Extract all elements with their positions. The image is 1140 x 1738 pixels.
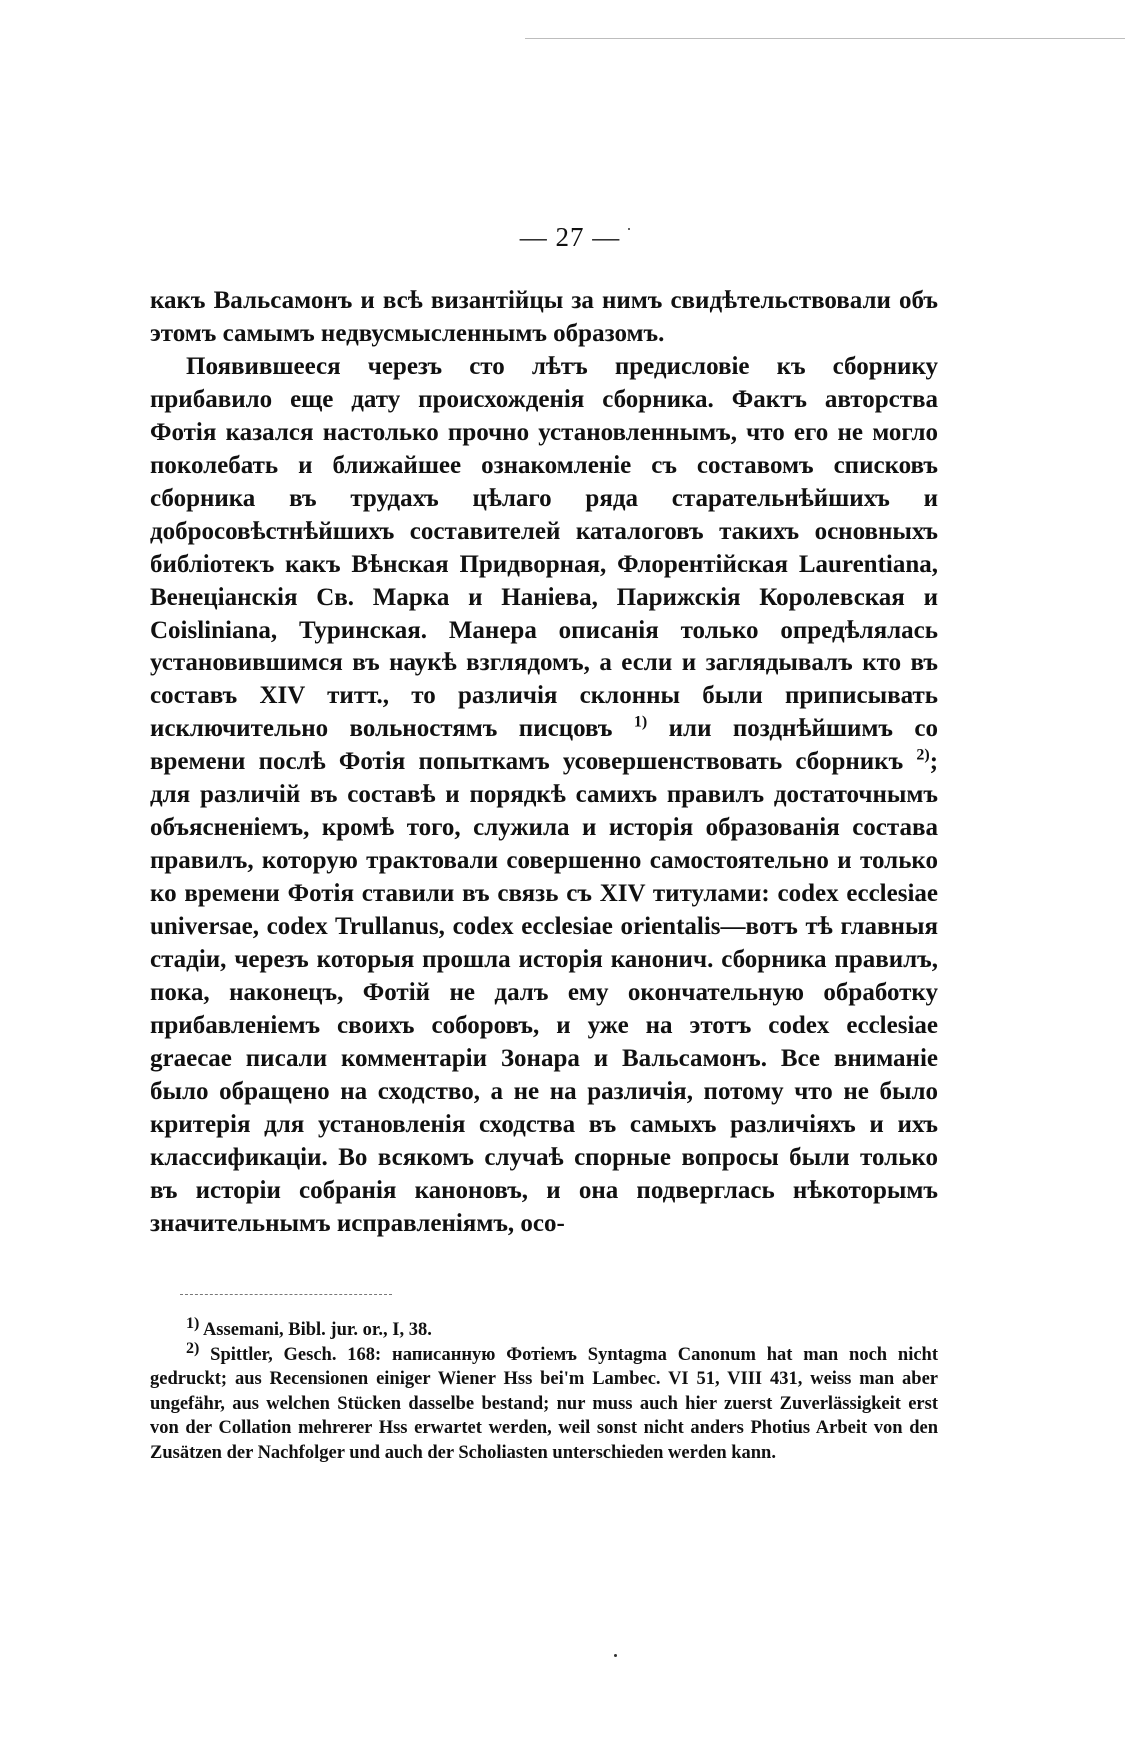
print-speck bbox=[614, 1654, 617, 1657]
footnote-separator bbox=[180, 1294, 392, 1295]
footnotes bbox=[150, 1314, 939, 1465]
page-number: — 27 — bbox=[519, 222, 621, 252]
footnote-text: Assemani, Bibl. jur. or., I, 38. bbox=[202, 1320, 432, 1340]
footnote bbox=[150, 1339, 939, 1466]
paragraph-text: Появившееся черезъ сто лѣтъ предисловіе къ сборнику прибавило еще дату происхожденія сборника. Фактъ авторства Фотія казался настолько прочно установленнымъ, что его не могло поколебать и ближайшее ознакомленіе съ составомъ списковъ сборника въ трудахъ цѣлаго ряда старательнѣйшихъ и добросовѣстнѣйшихъ составителей каталоговъ такихъ основныхъ библіотекъ какъ Вѣнская Придворная, Флорентійская Laurentiana, Венеціанскія Св. Марка и Наніева, Парижскія Королевская и Coisliniana, Туринская. Манера описанія только опредѣлялась установившимся въ наукѣ взглядомъ, а если и заглядывалъ кто въ составъ XIV титт., то различія склонны были приписывать исключительно вольностямъ писцовъ bbox=[150, 352, 938, 743]
footnote-text: Spittler, Gesch. 168: написанную Фотіемъ Syntagma Canonum hat man noch nicht gedruckt; aus Recensionen einiger Wiener Hss bei'm Lambec. VI 51, VIII 431, weiss man aber ungefähr, aus welchen Stücken dasselbe bestand; nur muss auch hier zuerst Zuverlässigkeit erst von der Collation mehrerer Hss erwartet werden, weil sonst nicht anders Photius Arbeit von den Zusätzen der Nachfolger und auch der Scholiasten unterschieden werden kann. bbox=[150, 1344, 939, 1463]
main-text bbox=[150, 285, 938, 1241]
paragraph-text: ; для различій въ составѣ и порядкѣ самихъ правилъ достаточнымъ объясненіемъ, кромѣ того, служила и исторія образованія состава правилъ, которую трактовали совершенно самостоятельно и только ко времени Фотія ставили въ связь съ XIV титулами: codex ecclesiae universae, codex Trullanus, codex ecclesiae orientalis—вотъ тѣ главныя стадіи, черезъ которыя прошла исторія канонич. сборника правилъ, пока, наконецъ, Фотій не далъ ему окончательную обработку прибавленіемъ своихъ соборовъ, и уже на этотъ codex ecclesiae graecae писали комментаріи Зонара и Вальсамонъ. Все вниманіе было обращено на сходство, а не на различія, потому что не было критерія для установленія сходства въ самыхъ различіяхъ и ихъ классификаціи. Во всякомъ случаѣ спорные вопросы были только въ исторіи собранія каноновъ, и она подверглась нѣкоторымъ значительнымъ исправленіямъ, осо- bbox=[150, 748, 939, 1237]
top-edge-rule bbox=[525, 38, 1125, 39]
paragraph-text: или позднѣйшимъ со времени послѣ Фотія попыткамъ усовершенствовать сборникъ bbox=[150, 715, 938, 776]
print-speck bbox=[628, 228, 630, 230]
footnote-marker: 2) bbox=[186, 1339, 200, 1357]
footnote bbox=[150, 1314, 938, 1343]
paragraph: какъ Вальсамонъ и всѣ византійцы за нимъ свидѣтельствовали объ этомъ самымъ недвусмысленнымъ образомъ. bbox=[150, 287, 938, 347]
paragraph bbox=[150, 351, 938, 1241]
footnote-reference: 2) bbox=[916, 747, 930, 765]
footnote-marker: 1) bbox=[186, 1314, 200, 1332]
footnote-reference: 1) bbox=[633, 714, 648, 732]
